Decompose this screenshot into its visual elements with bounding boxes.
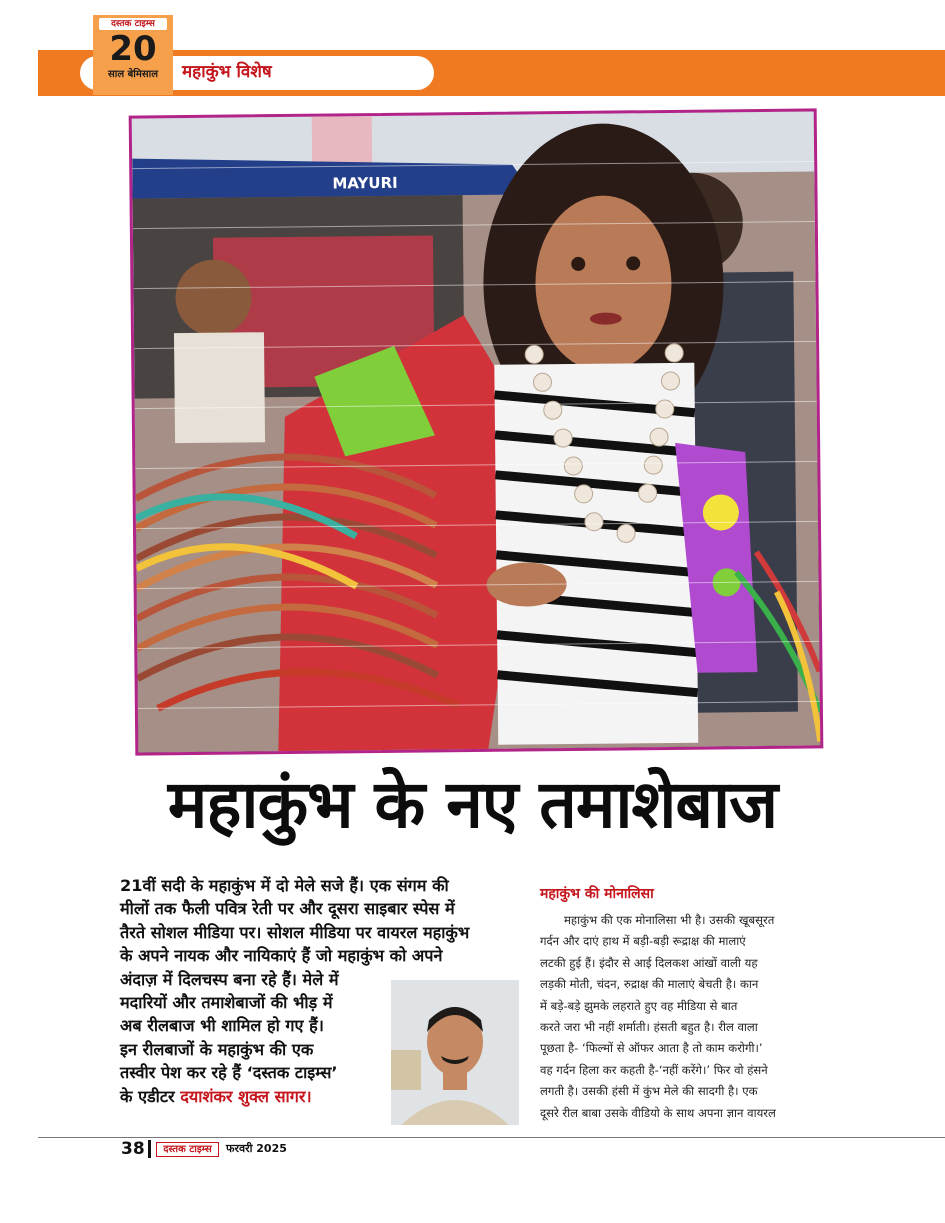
intro-line: के अपने नायक और नायिकाएं हैं जो महाकुंभ को अपने [120,946,443,966]
intro-line: 21वीं सदी के महाकुंभ में दो मेले सजे हैं। एक संगम की [120,876,449,895]
body-line: महाकुंभ की एक मोनालिसा भी है। उसकी खूबसूरत [564,913,775,927]
issue-date: फरवरी 2025 [226,1142,287,1155]
author-name: दयाशंकर शुक्ल सागर। [180,1086,312,1106]
author-portrait [391,980,519,1125]
intro-line: अब रीलबाज भी शामिल हो गए हैं। [120,1016,324,1036]
main-photo [129,108,824,755]
intro-line: तस्वीर पेश कर रहे हैं ‘दस्तक टाइम्स’ [120,1063,338,1083]
body-line: लगती है। उसकी हंसी में कुंभ मेले की सादगी है। एक [540,1084,758,1099]
footer-rule [38,1137,945,1138]
section-label: महाकुंभ विशेष [182,62,272,82]
body-line: वह गर्दन हिला कर कहती है-‘नहीं करेंगे।’ फिर वो हंसने [540,1062,768,1077]
badge-subtitle: साल बेमिसाल [107,69,159,80]
badge-brand-logo: दस्तक टाइम्स [99,18,167,30]
photo-illustration [132,111,821,752]
anniversary-badge [93,15,173,95]
footer-separator [148,1140,151,1158]
intro-line: तैरते सोशल मीडिया पर। सोशल मीडिया पर वायरल महाकुंभ [120,922,470,942]
body-line: लड़की मोती, चंदन, रुद्राक्ष की मालाएं बेचती है। कान [540,977,759,992]
body-line: में बड़े-बड़े झुमके लहराते हुए वह मीडिया से बात [540,998,738,1013]
intro-line: मीलों तक फैली पवित्र रेती पर और दूसरा साइबार स्पेस में [120,899,455,919]
body-line: करते जरा भी नहीं शर्माती। हंसती बहुत है। रील वाला [540,1020,758,1035]
intro-line: अंदाज़ में दिलचस्प बना रहे हैं। मेले में [120,969,339,989]
body-line: लटकी हुई हैं। इंदौर से आई दिलकश आंखों वाली यह [540,955,758,970]
body-line: गर्दन और दाएं हाथ में बड़ी-बड़ी रूद्राक्ष की मालाएं [540,934,746,949]
rickshaw-text: MAYURI [332,173,398,193]
body-line: दूसरे रील बाबा उसके वीडियो के साथ अपना ज्ञान वायरल [540,1105,776,1120]
portrait-illustration [391,980,519,1125]
article-headline: महाकुंभ के नए तमाशेबाज [167,766,778,843]
byline-prefix: के एडीटर [120,1086,181,1106]
page-number: 38 [121,1139,145,1159]
body-line: पूछता है- ‘फिल्मों से ऑफर आता है तो काम करोगी।’ [540,1041,763,1056]
sidebar-subhead: महाकुंभ की मोनालिसा [540,886,654,902]
intro-line: मदारियों और तमाशेबाजों की भीड़ में [120,993,333,1013]
intro-line: इन रीलबाजों के महाकुंभ की एक [120,1039,314,1059]
footer-brand-logo: दस्तक टाइम्स [156,1142,219,1157]
sidebar-body [540,910,826,1124]
badge-number: 20 [109,29,157,69]
